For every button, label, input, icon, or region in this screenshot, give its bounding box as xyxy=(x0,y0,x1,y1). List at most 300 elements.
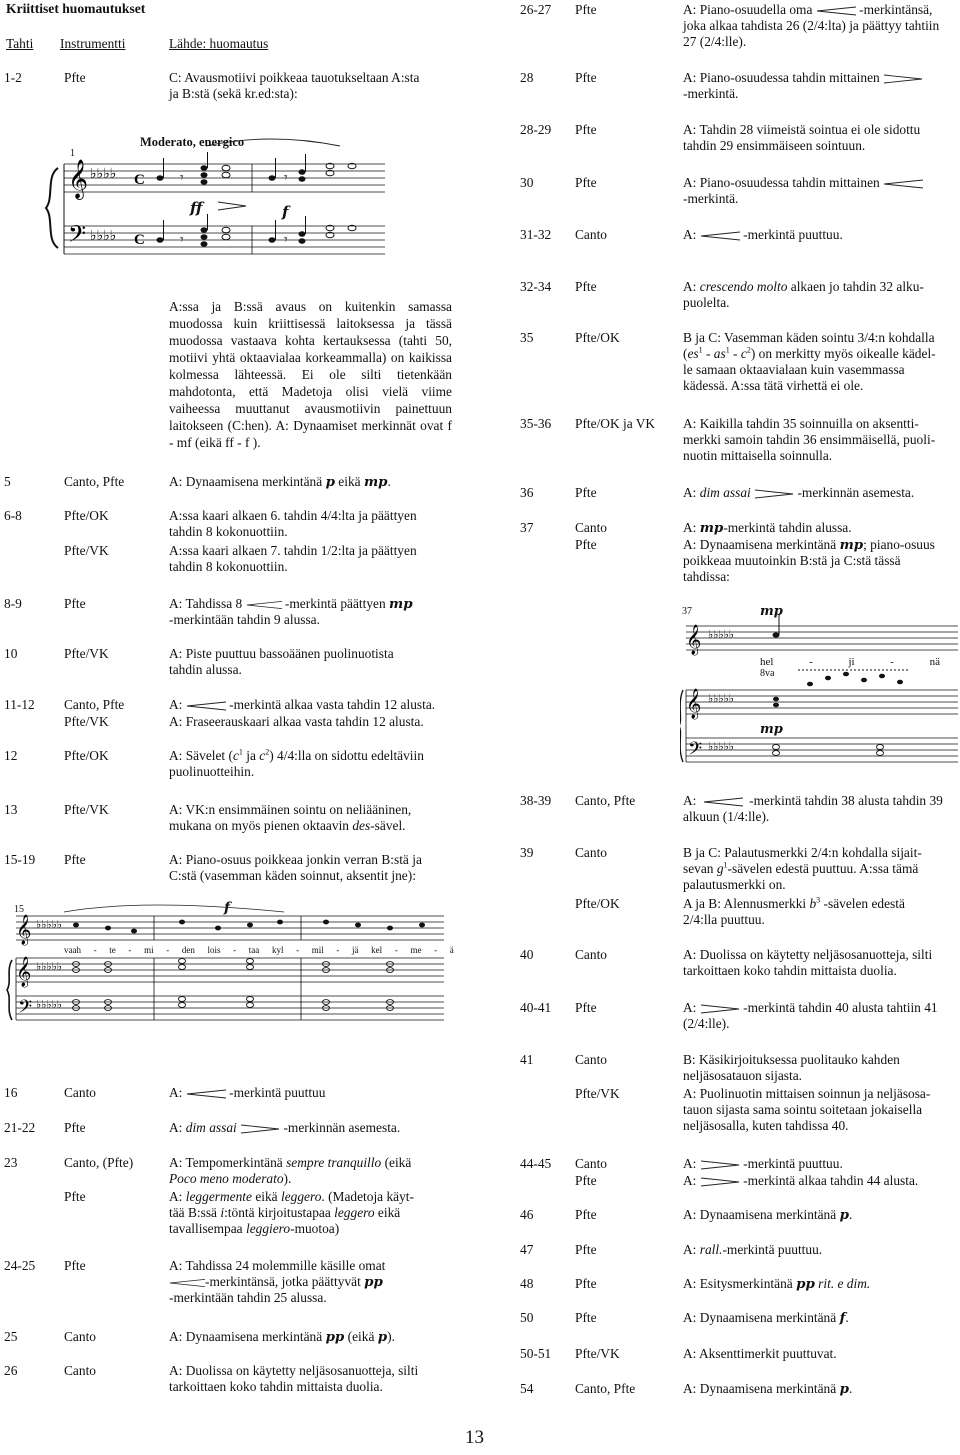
text-fragment: kädessä. A:ssa tätä virhettä ei ole. xyxy=(683,378,864,393)
text-fragment: -merkintä tahdin 40 alusta tahtiin 41 xyxy=(743,1000,938,1015)
text-fragment: :töntä kirjoitustapaa xyxy=(224,1205,335,1220)
text-fragment: leggero xyxy=(280,1189,322,1204)
text-fragment xyxy=(683,1000,960,1016)
text-fragment: ( xyxy=(683,346,688,361)
text-fragment xyxy=(169,1221,452,1237)
bar-number: 15 xyxy=(14,904,24,915)
text-fragment: . xyxy=(387,474,391,489)
text-fragment: kel xyxy=(371,945,383,955)
note-text xyxy=(169,596,452,628)
crescendo-hairpin-icon xyxy=(700,797,746,807)
text-fragment: - xyxy=(296,945,300,955)
text-fragment: -merkintä tahdin 38 alusta tahdin 39 xyxy=(749,793,943,808)
dynamic-marking: mp xyxy=(389,596,413,612)
text-fragment: sevan xyxy=(683,861,717,876)
text-fragment: (eikä xyxy=(347,1329,375,1344)
instrument: Pfte xyxy=(64,1258,86,1273)
instrument: Pfte xyxy=(575,1242,597,1257)
text-fragment: neljäsosatauon sijasta. xyxy=(683,1068,802,1083)
text-fragment: - xyxy=(434,945,438,955)
text-fragment: 1 xyxy=(725,345,730,355)
bar-number: 11-12 xyxy=(4,697,35,712)
text-fragment: nuotin mittaisella soinnulla. xyxy=(683,448,833,463)
text-fragment: tahdin 8 kokonuottiin. xyxy=(169,524,288,539)
text-fragment xyxy=(169,1205,452,1221)
text-fragment: -merkintään tahdin 9 alussa. xyxy=(169,612,320,627)
bar-number: 15-19 xyxy=(4,852,36,867)
text-fragment: c xyxy=(259,748,266,763)
text-fragment: -sävelen edestä xyxy=(820,896,905,911)
text-fragment: kyl xyxy=(271,945,284,955)
music-example-3 xyxy=(680,602,960,772)
text-fragment: A: Tahdissa 8 xyxy=(169,596,243,611)
note-text xyxy=(683,1310,960,1326)
text-fragment: -merkintä päättyen xyxy=(284,596,386,611)
text-fragment xyxy=(683,2,960,18)
svg-text:𝄞: 𝄞 xyxy=(68,159,89,199)
text-fragment: crescendo molto xyxy=(699,279,788,294)
text-fragment: A: Piano-osuudessa tahdin mittainen xyxy=(683,70,880,85)
instrument: Pfte xyxy=(575,279,597,294)
instrument: Canto xyxy=(575,845,607,860)
bar-number: 32-34 xyxy=(520,279,552,294)
text-fragment: A: xyxy=(169,1189,183,1204)
text-fragment: A:ssa kaari alkaen 7. tahdin 1/2:lta ja päättyen xyxy=(169,543,417,558)
text-fragment: le samaan oktaavialaan kuin vasemmassa xyxy=(683,362,905,377)
text-fragment: tarkoittaen koko tahdin mittaista duolia. xyxy=(169,1379,383,1394)
text-fragment: -merkintänsä, xyxy=(859,2,933,17)
bar-number: 37 xyxy=(682,606,692,617)
text-fragment: 1 xyxy=(698,345,703,355)
svg-text:𝄾: 𝄾 xyxy=(284,233,288,248)
text-fragment: A: xyxy=(169,697,183,712)
text-fragment: g xyxy=(716,861,724,876)
bar-number: 12 xyxy=(4,748,18,763)
text-fragment: A: Aksenttimerkit puuttuvat. xyxy=(683,1346,837,1361)
text-fragment: 2/4:lla puuttuu. xyxy=(683,912,765,927)
text-fragment xyxy=(169,1189,452,1205)
text-fragment: -merkintä puuttuu. xyxy=(722,1242,823,1257)
text-fragment: - xyxy=(809,656,813,668)
note-text xyxy=(169,1189,452,1237)
bar-number: 41 xyxy=(520,1052,534,1067)
text-fragment: A: Dynaamisena merkintänä xyxy=(683,1207,837,1222)
text-fragment: mil xyxy=(311,945,324,955)
instrument: Pfte xyxy=(575,175,597,190)
bar-number: 26-27 xyxy=(520,2,552,17)
text-fragment: tahdin alussa. xyxy=(169,662,242,677)
note-text xyxy=(169,714,452,730)
note-text xyxy=(169,1085,452,1101)
text-fragment: rit. e dim. xyxy=(818,1276,871,1291)
dynamic-f: f xyxy=(282,203,289,221)
text-fragment: rall. xyxy=(699,1242,723,1257)
text-fragment: - xyxy=(233,945,237,955)
dynamic-marking: pp xyxy=(796,1276,815,1292)
text-fragment: c xyxy=(740,346,747,361)
text-fragment: - xyxy=(128,945,132,955)
text-fragment: C:stä (vasemman käden soinnut, aksentit jne): xyxy=(169,868,416,883)
svg-text:𝄾: 𝄾 xyxy=(180,171,184,186)
text-fragment: A: Duolissa on käytetty neljäsosanuotteja, silti xyxy=(683,947,933,962)
text-fragment: A: xyxy=(683,520,697,535)
instrument: Pfte/OK ja VK xyxy=(575,416,656,431)
text-fragment: -merkintä puuttuu. xyxy=(743,227,843,242)
instrument: Canto xyxy=(64,1363,96,1378)
text-fragment: tahdissa: xyxy=(683,569,730,584)
text-fragment: neljäsosalla, kuten tahdissa 40. xyxy=(683,1118,849,1133)
bar-number: 36 xyxy=(520,485,534,500)
text-fragment: as xyxy=(713,346,726,361)
score-system xyxy=(4,898,452,1023)
text-fragment: -sävelen edestä puuttuu. A:ssa tämä xyxy=(727,861,919,876)
text-fragment: ). xyxy=(283,1171,292,1186)
svg-text:♭♭♭♭: ♭♭♭♭ xyxy=(90,229,117,244)
bar-number: 37 xyxy=(520,520,534,535)
text-fragment: A: Tempomerkintänä xyxy=(169,1155,283,1170)
text-fragment: lois xyxy=(207,945,221,955)
dynamic-marking: p xyxy=(839,1207,849,1223)
bar-number: 28 xyxy=(520,70,534,85)
bar-number: 38-39 xyxy=(520,793,552,808)
bar-number: 54 xyxy=(520,1381,534,1396)
note-text xyxy=(169,697,452,713)
note-text xyxy=(683,896,960,928)
text-fragment: ji xyxy=(848,656,855,668)
dynamic-marking: f xyxy=(839,1310,846,1326)
diminuendo-hairpin-icon xyxy=(700,1177,740,1187)
score-system xyxy=(680,602,960,772)
dynamic-marking: p xyxy=(377,1329,388,1345)
text-fragment: - xyxy=(890,656,894,668)
svg-text:♭♭♭♭♭: ♭♭♭♭♭ xyxy=(36,919,62,931)
note-text xyxy=(683,2,960,50)
note-text xyxy=(683,70,960,102)
text-fragment: leggiero xyxy=(245,1221,291,1236)
text-fragment: . xyxy=(848,1381,853,1396)
instrument: Pfte xyxy=(575,485,597,500)
dynamic-marking: pp xyxy=(364,1274,383,1290)
dynamic-marking: mp xyxy=(839,537,864,553)
svg-text:𝄢: 𝄢 xyxy=(68,220,87,253)
text-fragment: dim assai xyxy=(699,485,751,500)
ottava-marking: 8va xyxy=(760,668,775,679)
svg-text:♭♭♭♭♭: ♭♭♭♭♭ xyxy=(36,999,62,1011)
music-example-2 xyxy=(4,898,452,1023)
instrument: Pfte xyxy=(575,122,597,137)
svg-text:𝄢: 𝄢 xyxy=(18,997,33,1022)
instrument: Canto, Pfte xyxy=(64,697,125,712)
page-number: 13 xyxy=(465,1427,484,1448)
text-fragment: palautusmerkki on. xyxy=(683,877,786,892)
svg-text:C: C xyxy=(134,172,145,188)
dynamic-mp: mp xyxy=(363,474,388,490)
text-fragment: - xyxy=(394,945,398,955)
bar-number: 25 xyxy=(4,1329,18,1344)
text-fragment: sempre tranquillo xyxy=(286,1155,382,1170)
svg-text:𝄢: 𝄢 xyxy=(688,739,703,764)
dynamic-p: p xyxy=(325,474,335,490)
text-fragment: A: Piste puuttuu bassoäänen puolinuotista xyxy=(169,646,394,661)
note-text xyxy=(683,416,960,464)
crescendo-hairpin-icon xyxy=(700,231,740,241)
diminuendo-hairpin-icon xyxy=(700,1160,740,1170)
instrument: Canto, (Pfte) xyxy=(64,1155,134,1170)
text-fragment: A: Tahdin 28 viimeistä sointua ei ole sidottu xyxy=(683,122,921,137)
text-fragment: 2 xyxy=(746,345,751,355)
text-fragment: A:ssa ja B:ssä avaus on kuitenkin samassa muodossa kuin kriittisessä laitoksessa ja tässä muodossa vastaava kohta kertauksessa (tahti 50, motiivi yhtä oktaavialaa korkeammalla) on kaikissa kolmessa lähteessä. Ei ole silti tietenkään mahdotonta, että Madetoja olisi vielä viime vaiheessa muuttanut avausmotiivin painettuun laitokseen (C:hen). A: Dynaamiset merkinnät ovat f - mf (eikä ff - f ). xyxy=(169,299,452,450)
note-text xyxy=(683,947,960,979)
text-fragment: tahdin 29 ensimmäiseen sointuun. xyxy=(683,138,866,153)
instrument: Pfte xyxy=(575,1173,597,1188)
text-fragment: mi xyxy=(144,945,154,955)
instrument: Pfte xyxy=(575,1310,597,1325)
svg-text:𝄞: 𝄞 xyxy=(16,957,32,987)
text-fragment xyxy=(169,748,452,764)
note-text xyxy=(683,175,960,207)
bar-number: 13 xyxy=(4,802,18,817)
text-fragment: b xyxy=(809,896,817,911)
text-fragment xyxy=(683,175,960,191)
text-fragment: -merkintä alkaa vasta tahdin 12 alusta. xyxy=(229,697,436,712)
text-fragment: -merkintä. xyxy=(683,86,739,101)
instrument: Pfte xyxy=(575,1000,597,1015)
text-fragment: . xyxy=(845,1310,849,1325)
instrument: Canto xyxy=(575,947,607,962)
bar-number: 30 xyxy=(520,175,534,190)
bar-number: 6-8 xyxy=(4,508,22,523)
text-fragment: $(es^1 - as^1 - c^2)$ on merkitty myös oikealle kädel- xyxy=(683,345,936,361)
text-fragment: A: Fraseerauskaari alkaa vasta tahdin 12 alusta. xyxy=(169,714,424,729)
text-fragment xyxy=(683,70,960,86)
bar-number: 5 xyxy=(4,474,11,489)
text-fragment: ) 4/4:lla on sidottu edeltäviin xyxy=(269,748,424,763)
text-fragment: A ja B: Alennusmerkki xyxy=(683,896,810,911)
bar-number: 35 xyxy=(520,330,534,345)
svg-text:𝄾: 𝄾 xyxy=(284,171,288,186)
text-fragment: taa xyxy=(248,945,260,955)
text-fragment: ja xyxy=(242,748,260,763)
svg-text:𝄞: 𝄞 xyxy=(686,689,702,719)
svg-text:♭♭♭♭♭: ♭♭♭♭♭ xyxy=(708,693,734,705)
text-fragment: A: VK:n ensimmäinen sointu on neliääninen, xyxy=(169,802,412,817)
text-fragment: A: xyxy=(683,793,697,808)
text-fragment: leggermente xyxy=(185,1189,252,1204)
text-fragment: -merkintään tahdin 25 alussa. xyxy=(169,1290,327,1305)
note-text xyxy=(683,537,960,585)
instrument: Pfte/OK xyxy=(575,330,620,345)
text-fragment xyxy=(169,818,452,834)
instrument: Pfte/OK xyxy=(64,748,109,763)
text-fragment: . (Madetoja käyt- xyxy=(321,1189,414,1204)
note-text xyxy=(683,330,960,394)
note-text xyxy=(169,508,452,540)
instrument: Pfte xyxy=(64,596,86,611)
text-fragment: -merkinnän asemesta. xyxy=(283,1120,401,1135)
text-fragment: tahdin 8 kokonuottiin. xyxy=(169,559,288,574)
text-fragment: merkki samoin tahdin 36 ensimmäisellä, puoli- xyxy=(683,432,936,447)
text-fragment: i xyxy=(220,1205,225,1220)
text-fragment: jä xyxy=(352,945,359,955)
bar-number: 26 xyxy=(4,1363,18,1378)
header-instrument: Instrumentti xyxy=(60,36,126,51)
text-fragment: A:ssa kaari alkaen 6. tahdin 4/4:lta ja päättyen xyxy=(169,508,417,523)
instrument: Pfte xyxy=(64,70,86,85)
text-fragment xyxy=(683,793,960,809)
bar-number: 23 xyxy=(4,1155,18,1170)
text-fragment: dim assai xyxy=(185,1120,237,1135)
instrument: Canto, Pfte xyxy=(575,793,636,808)
svg-text:𝄾: 𝄾 xyxy=(180,233,184,248)
text-fragment: A: xyxy=(169,1120,183,1135)
bar-number: 39 xyxy=(520,845,534,860)
text-fragment: A: xyxy=(683,1000,697,1015)
bar-number: 50-51 xyxy=(520,1346,552,1361)
music-example-1 xyxy=(40,128,410,276)
lyrics-line xyxy=(64,942,454,958)
diminuendo-hairpin-icon xyxy=(754,489,794,499)
bar-number: 35-36 xyxy=(520,416,552,431)
bar-number: 47 xyxy=(520,1242,534,1257)
text-fragment: ; piano-osuus xyxy=(863,537,935,552)
crescendo-hairpin-icon xyxy=(883,179,923,189)
bar-number: 40 xyxy=(520,947,534,962)
diminuendo-hairpin-icon xyxy=(883,74,923,84)
text-fragment: -merkintä puuttuu. xyxy=(743,1156,843,1171)
text-fragment: mukana on myös pienen oktaavin xyxy=(169,818,353,833)
text-fragment: (2/4:lle). xyxy=(683,1016,730,1031)
text-fragment: A: Puolinuotin mittaisen soinnun ja neljäsosa- xyxy=(683,1086,931,1101)
dynamic-marking: p xyxy=(839,1381,849,1397)
text-fragment: Poco meno moderato xyxy=(169,1171,284,1186)
bar-number: 48 xyxy=(520,1276,534,1291)
text-fragment: 1 xyxy=(723,860,728,870)
bar-number: 50 xyxy=(520,1310,534,1325)
text-fragment: A: Dynaamisena merkintänä xyxy=(169,474,323,489)
bar-number: 24-25 xyxy=(4,1258,36,1273)
text-fragment: nä xyxy=(929,656,940,668)
text-fragment: A: Tahdissa 24 molemmille käsille omat xyxy=(169,1258,386,1273)
instrument: Canto, Pfte xyxy=(64,474,125,489)
text-fragment: A: Dynaamisena merkintänä xyxy=(683,1381,837,1396)
note-text xyxy=(683,1052,960,1084)
text-fragment: A: xyxy=(683,1173,697,1188)
note-text xyxy=(169,802,452,834)
text-fragment: ). xyxy=(387,1329,395,1344)
text-fragment: -merkintä tahdin alussa. xyxy=(723,520,852,535)
bar-number: 8-9 xyxy=(4,596,22,611)
note-text xyxy=(683,1276,960,1292)
text-fragment: me xyxy=(410,945,422,955)
text-fragment: es xyxy=(687,346,699,361)
note-text xyxy=(169,748,452,780)
dynamic-ff: ff xyxy=(190,199,203,217)
note-text xyxy=(683,1346,960,1362)
text-fragment: ) on merkitty myös oikealle kädel- xyxy=(750,346,936,361)
text-fragment: -merkintä alkaa tahdin 44 alusta. xyxy=(743,1173,919,1188)
text-fragment: A: Sävelet ( xyxy=(169,748,233,763)
crescendo-hairpin-icon xyxy=(246,600,282,610)
dynamic-marking: pp xyxy=(325,1329,345,1345)
text-fragment xyxy=(169,596,452,612)
text-fragment: 2 xyxy=(265,747,270,757)
text-fragment: -muotoa) xyxy=(290,1221,340,1236)
diminuendo-hairpin-icon xyxy=(240,1124,280,1134)
text-fragment: (eikä xyxy=(384,1155,412,1170)
text-fragment xyxy=(169,1171,452,1187)
diminuendo-hairpin-icon xyxy=(700,1004,740,1014)
text-fragment xyxy=(683,537,960,553)
note-text xyxy=(169,852,452,884)
text-fragment: - xyxy=(166,945,170,955)
note-text xyxy=(169,1155,452,1187)
text-fragment: poikkeaa muutoinkin B:stä ja C:stä tässä xyxy=(683,553,901,568)
instrument: Pfte/OK xyxy=(64,508,109,523)
note-text xyxy=(683,227,960,243)
text-fragment: A: xyxy=(169,1085,183,1100)
bar-number: 1 xyxy=(70,148,75,159)
note-text xyxy=(169,543,452,575)
text-fragment: tauon sijasta sama sointu soitetaan jokaisella xyxy=(683,1102,923,1117)
svg-text:♭♭♭♭♭: ♭♭♭♭♭ xyxy=(36,961,62,973)
bar-number: 21-22 xyxy=(4,1120,36,1135)
text-fragment: - xyxy=(93,945,97,955)
text-fragment: A: Piano-osuudella oma xyxy=(683,2,813,17)
svg-text:𝄞: 𝄞 xyxy=(16,915,32,945)
note-text xyxy=(169,474,452,490)
text-fragment: A: Duolissa on käytetty neljäsosanuotteja, silti xyxy=(169,1363,419,1378)
text-fragment xyxy=(683,861,960,877)
bar-number: 10 xyxy=(4,646,18,661)
note-text xyxy=(169,1258,452,1306)
instrument: Canto, Pfte xyxy=(575,1381,636,1396)
text-fragment: A: Esitysmerkintänä xyxy=(683,1276,793,1291)
text-fragment: des xyxy=(352,818,371,833)
text-fragment xyxy=(683,896,960,912)
note-text xyxy=(683,1207,960,1223)
svg-text:C: C xyxy=(134,232,145,248)
text-fragment: puolelta. xyxy=(683,295,730,310)
bar-number: 40-41 xyxy=(520,1000,552,1015)
header-bar: Tahti xyxy=(6,36,34,51)
note-text xyxy=(683,279,960,311)
text-fragment: 3 xyxy=(816,895,821,905)
text-fragment: eikä xyxy=(374,1205,401,1220)
note-text xyxy=(683,485,960,501)
instrument: Pfte/VK xyxy=(575,1346,620,1361)
text-fragment: -merkintänsä, jotka päättyvät xyxy=(205,1274,361,1289)
svg-text:𝄞: 𝄞 xyxy=(686,625,702,655)
note-text xyxy=(683,1381,960,1397)
text-fragment: . xyxy=(848,1207,853,1222)
bar-number: 1-2 xyxy=(4,70,22,85)
text-fragment: vaah xyxy=(64,945,81,955)
instrument: Canto xyxy=(575,227,607,242)
text-fragment: A: Piano-osuudessa tahdin mittainen xyxy=(683,175,880,190)
instrument: Pfte/VK xyxy=(575,1086,620,1101)
note-text xyxy=(683,520,960,536)
instrument: Canto xyxy=(64,1085,96,1100)
svg-text:♭♭♭♭♭: ♭♭♭♭♭ xyxy=(708,741,734,753)
dynamic-marking: mp xyxy=(699,520,724,536)
bar-number: 16 xyxy=(4,1085,18,1100)
text-fragment: alkuun (1/4:lle). xyxy=(683,809,770,824)
instrument: Pfte xyxy=(575,537,597,552)
text-fragment: 27 (2/4:lle). xyxy=(683,34,747,49)
text-fragment xyxy=(683,279,960,295)
instrument: Pfte/OK xyxy=(575,896,620,911)
instrument: Canto xyxy=(575,1052,607,1067)
